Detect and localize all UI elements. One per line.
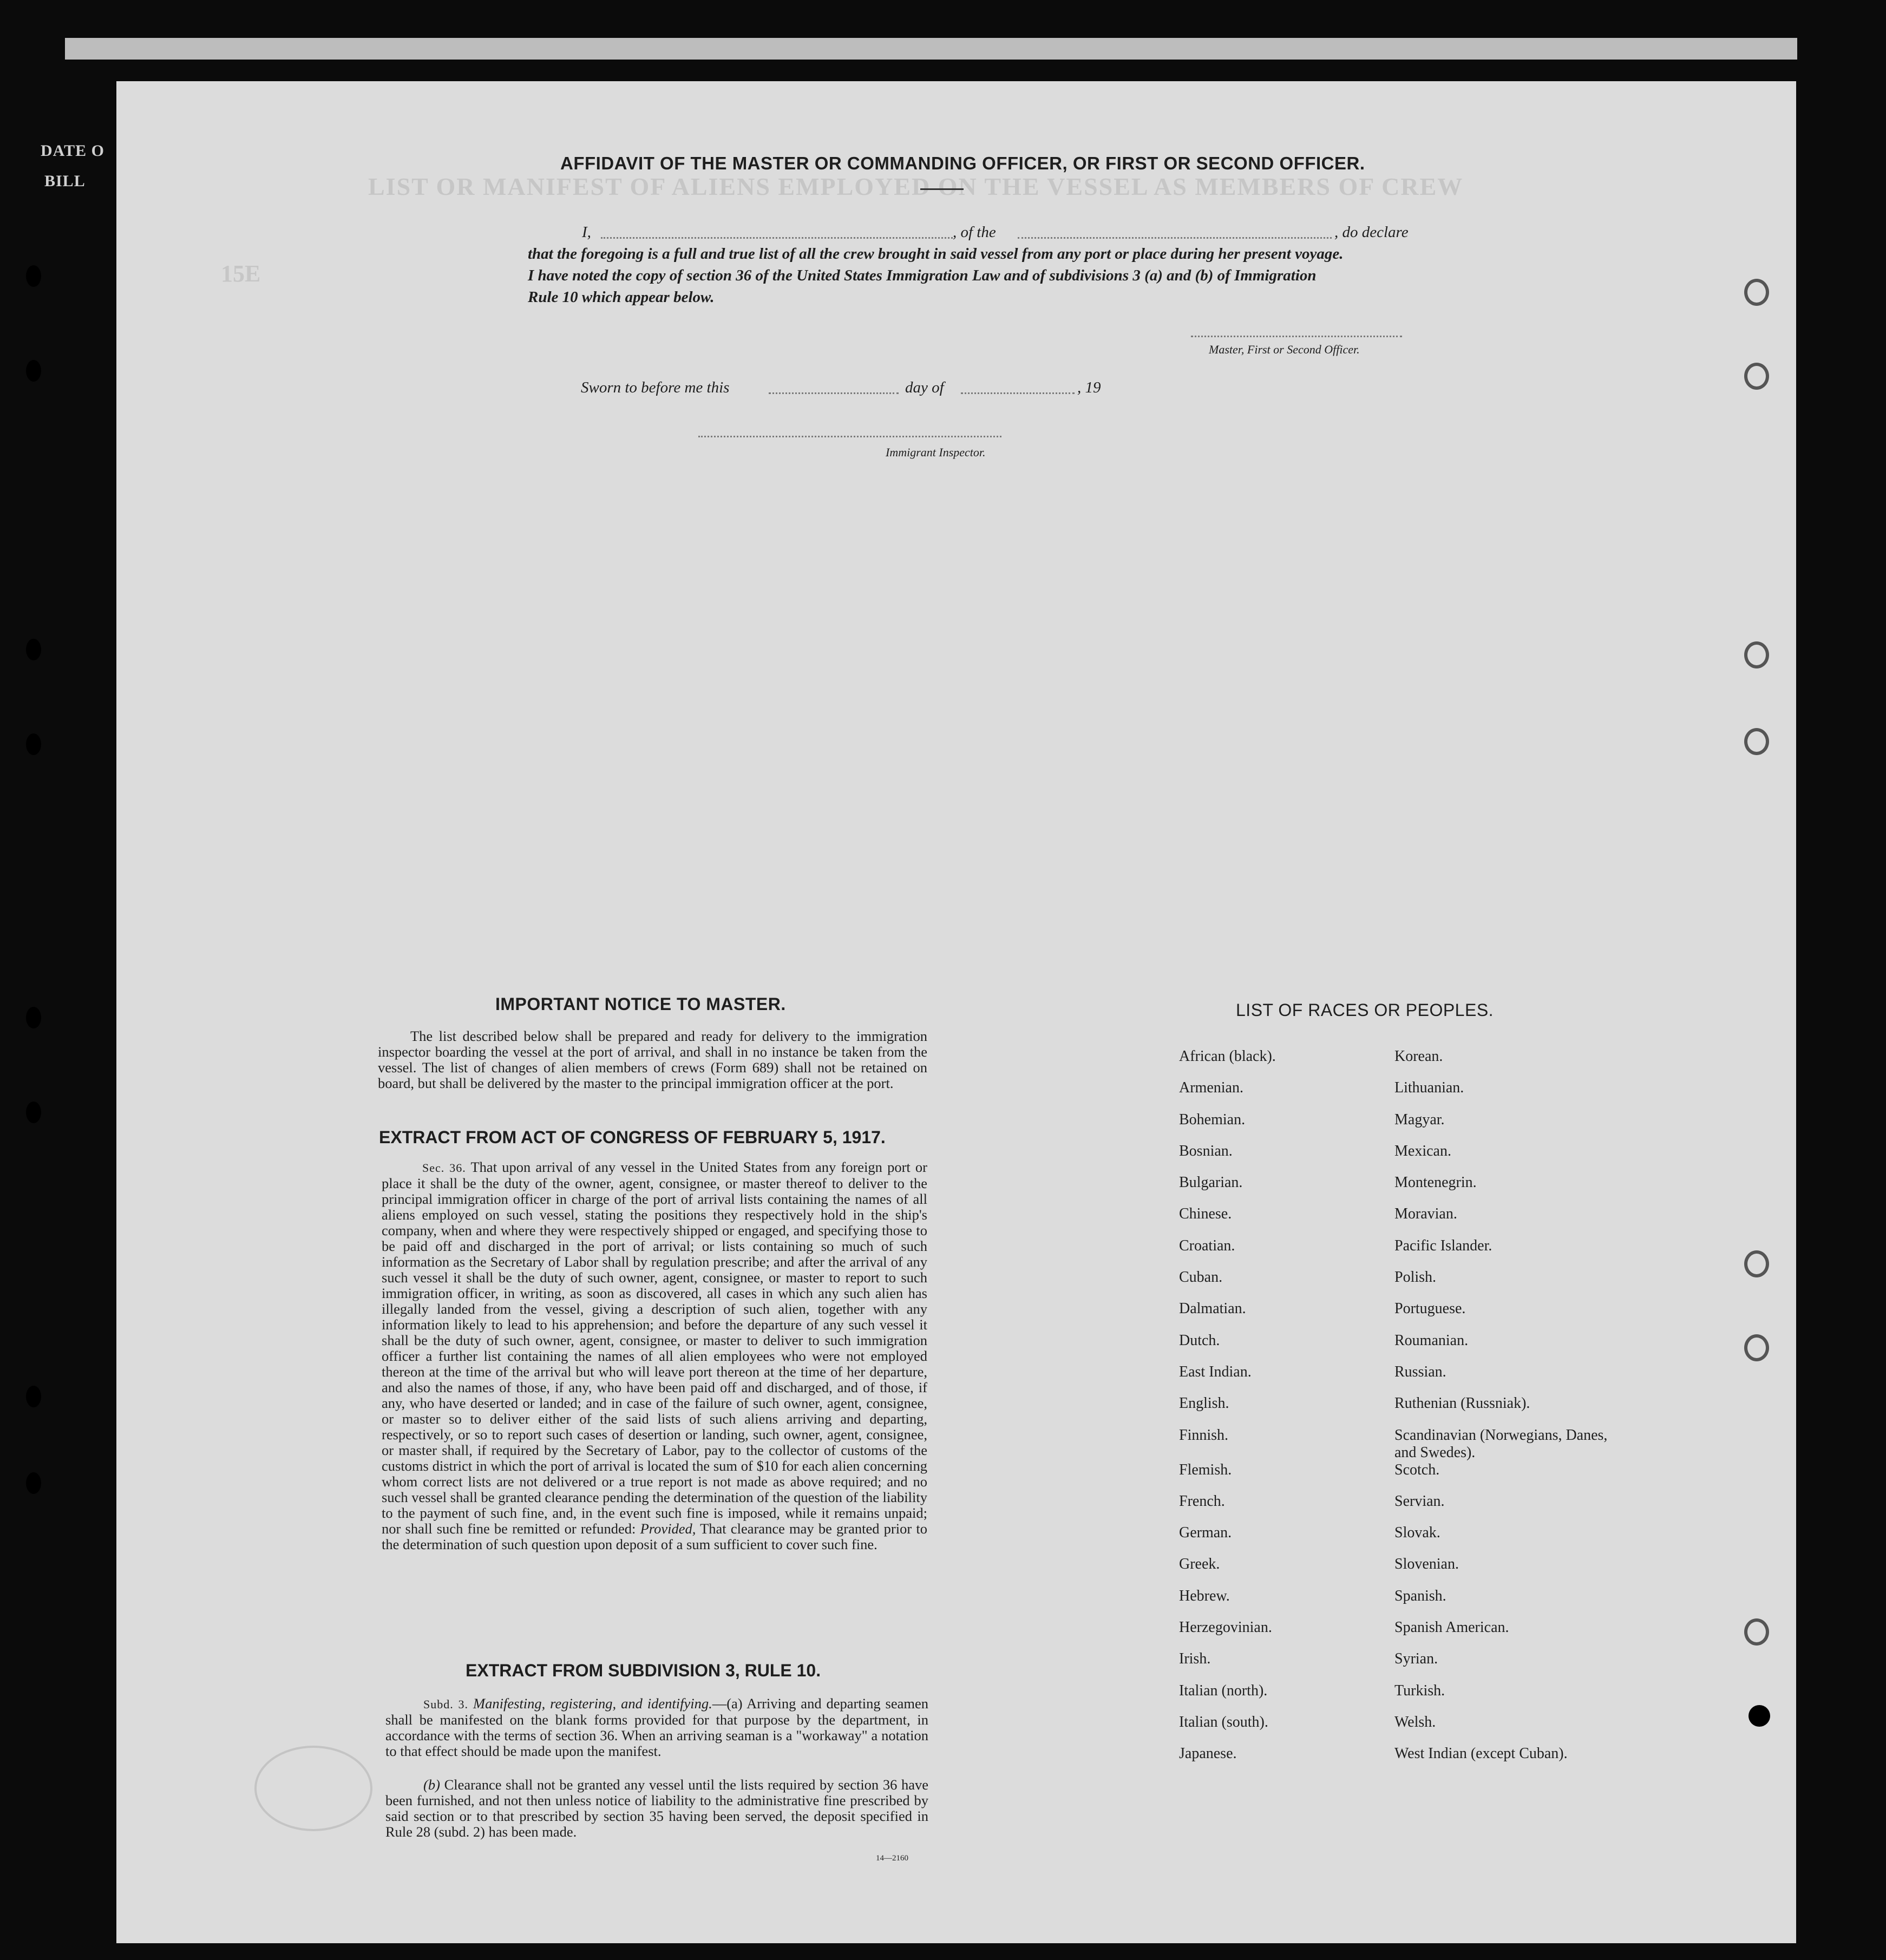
race-left: Armenian. (1179, 1079, 1243, 1097)
binding-hole (26, 1472, 41, 1494)
race-right: Ruthenian (Russniak). (1394, 1395, 1530, 1412)
race-left: Japanese. (1179, 1745, 1237, 1762)
race-row (1179, 1461, 1611, 1493)
extract-act-text (382, 1159, 927, 1552)
margin-fragment: DATE O (41, 142, 104, 160)
form-number: 14—2160 (876, 1854, 908, 1863)
race-row (1179, 1332, 1611, 1364)
race-row (1179, 1682, 1611, 1714)
section-label: Sec. 36. (422, 1161, 466, 1175)
race-row (1179, 1427, 1611, 1461)
race-row (1179, 1143, 1611, 1174)
race-row (1179, 1493, 1611, 1524)
rule-para-b (385, 1777, 928, 1840)
margin-fragment: BILL (44, 172, 86, 190)
affidavit-of-the: , of the (953, 224, 996, 241)
race-left: Greek. (1179, 1556, 1220, 1573)
races-table (1179, 1048, 1611, 1777)
race-right: Syrian. (1394, 1650, 1438, 1668)
section-text: That upon arrival of any vessel in the United States from any foreign port or place it shall be the duty of the owner, agent, consignee, or master thereof to deliver to the principal immigration officer in charge of the port of arrival lists containing the names of all aliens employed on such vessel, stating the positions they respectively hold in the ship's company, when and where they were respectively shipped or engaged, and specifying those to be paid off and discharged in the port of arrival; or lists containing so much of such information as the Secretary of Labor shall by regulation prescribe; and after the arrival of any such vessel it shall be the duty of such owner, agent, consignee, or master to report to such immigration officer, in writing, as soon as discovered, all cases in which any such alien has illegally landed from the vessel, giving a description of such alien, together with any information likely to lead to his apprehension; and before the departure of any such vessel it shall be the duty of such owner, agent, consignee, or master to deliver to such immigration officer a further list containing the names of all alien employees who were not employed thereon at the time of the arrival but who will leave port thereon at the time of her departure, and also the names of those, if any, who have been paid off and discharged, and of those, if any, who have deserted or landed; and in case of the failure of such owner, agent, consignee, or master so to deliver either of the said lists of such aliens arriving and departing, respectively, or so to report such cases of desertion or landing, such owner, agent, consignee, or master shall, if required by the Secretary of Labor, pay to the collector of customs of the customs district in which the port of arrival is located the sum of $10 for each alien concerning whom correct lists are not delivered or a true report is not made as above required; and no such vessel shall be granted clearance pending the determination of the question of the liability to the payment of such fine, and, in the event such fine is imposed, while it remains unpaid; nor shall such fine be remitted or refunded: (382, 1159, 928, 1537)
punch-hole (1744, 1334, 1769, 1361)
race-right: Korean. (1394, 1048, 1443, 1065)
notice-text: The list described below shall be prepared and ready for delivery to the immigration inspector boarding the vessel at the port of arrival, and shall in no instance be taken from the vessel. The list of changes of alien members of crews (Form 689) shall not be retained on board, but shall be delivered by the master to the principal immigration officer at the port. (378, 1028, 927, 1091)
race-right: Spanish. (1394, 1587, 1446, 1604)
race-row (1179, 1619, 1611, 1650)
race-right: West Indian (except Cuban). (1394, 1745, 1568, 1762)
binding-hole (26, 733, 41, 755)
extract-act-title: EXTRACT FROM ACT OF CONGRESS OF FEBRUARY 5, 1917. (379, 1128, 886, 1147)
affidavit-statement: Rule 10 which appear below. (528, 289, 715, 306)
race-right: Russian. (1394, 1363, 1446, 1380)
para-b-label: (b) (423, 1777, 440, 1793)
race-left: French. (1179, 1492, 1225, 1510)
race-row (1179, 1556, 1611, 1587)
binding-hole (26, 1007, 41, 1028)
races-title: LIST OF RACES OR PEOPLES. (1236, 1000, 1494, 1020)
punch-hole (1744, 279, 1769, 306)
race-left: Cuban. (1179, 1269, 1223, 1286)
race-left: English. (1179, 1395, 1229, 1412)
race-row (1179, 1745, 1611, 1777)
master-name-field[interactable] (601, 237, 953, 239)
binding-hole (26, 639, 41, 660)
vessel-name-field[interactable] (1018, 237, 1332, 239)
sworn-day-field[interactable] (769, 392, 899, 394)
race-right: Welsh. (1394, 1713, 1436, 1730)
race-row (1179, 1714, 1611, 1745)
race-left: Bulgarian. (1179, 1174, 1243, 1191)
race-left: Hebrew. (1179, 1587, 1230, 1604)
race-row (1179, 1205, 1611, 1237)
race-right: Slovenian. (1394, 1556, 1459, 1573)
punch-hole (1744, 363, 1769, 390)
affidavit-i-label: I, (582, 224, 591, 241)
subd-heading: Manifesting, registering, and identifying. (473, 1695, 712, 1712)
punch-hole (1744, 728, 1769, 755)
notice-title: IMPORTANT NOTICE TO MASTER. (495, 994, 786, 1014)
race-left: Herzegovinian. (1179, 1619, 1272, 1636)
race-row (1179, 1237, 1611, 1269)
bleed-through-page-number: 15E (221, 260, 261, 287)
race-right: Montenegrin. (1394, 1174, 1477, 1191)
race-right: Spanish American. (1394, 1619, 1509, 1636)
race-right: Lithuanian. (1394, 1079, 1464, 1097)
punch-hole (1744, 1250, 1769, 1277)
race-left: Chinese. (1179, 1205, 1232, 1223)
affidavit-statement: I have noted the copy of section 36 of the United States Immigration Law and of subdivisions 3 (a) and (b) of Immigration (528, 267, 1317, 284)
race-left: German. (1179, 1524, 1232, 1542)
race-left: African (black). (1179, 1048, 1276, 1065)
underlying-sheet-edge (65, 38, 1797, 60)
race-row (1179, 1269, 1611, 1300)
race-row (1179, 1048, 1611, 1079)
rule-para-a (385, 1696, 928, 1759)
sworn-label: Sworn to before me this (581, 379, 730, 396)
race-left: Bohemian. (1179, 1111, 1246, 1128)
title-rule (920, 188, 964, 190)
day-of-label: day of (905, 379, 944, 396)
race-right: Mexican. (1394, 1142, 1451, 1159)
race-left: Dutch. (1179, 1332, 1220, 1349)
subd-label: Subd. 3. (423, 1697, 469, 1711)
race-right: Moravian. (1394, 1205, 1457, 1223)
affidavit-do-declare: , do declare (1334, 224, 1409, 241)
race-left: Italian (north). (1179, 1682, 1268, 1699)
race-row (1179, 1524, 1611, 1556)
punch-hole (1749, 1705, 1770, 1727)
race-right: Turkish. (1394, 1682, 1445, 1699)
race-left: Italian (south). (1179, 1713, 1268, 1730)
punch-hole (1744, 1618, 1769, 1646)
sworn-month-field[interactable] (961, 392, 1075, 394)
race-right: Slovak. (1394, 1524, 1440, 1542)
affidavit-statement: that the foregoing is a full and true list of all the crew brought in said vessel from any port or place during her present voyage. (528, 245, 1344, 263)
race-row (1179, 1395, 1611, 1426)
binding-hole (26, 1386, 41, 1407)
race-right: Scotch. (1394, 1461, 1440, 1478)
master-signature-label: Master, First or Second Officer. (1209, 343, 1360, 356)
inspector-signature-field[interactable] (698, 436, 1001, 437)
race-row (1179, 1650, 1611, 1682)
bleed-through-header: LIST OR MANIFEST OF ALIENS EMPLOYED ON THE VESSEL AS MEMBERS OF CREW (368, 173, 1464, 200)
race-row (1179, 1174, 1611, 1205)
race-right: Pacific Islander. (1394, 1237, 1492, 1254)
provided-word: Provided, (640, 1520, 696, 1537)
year-prefix: , 19 (1077, 379, 1101, 396)
race-left: Finnish. (1179, 1426, 1229, 1444)
affidavit-title: AFFIDAVIT OF THE MASTER OR COMMANDING OFFICER, OR FIRST OR SECOND OFFICER. (560, 153, 1365, 173)
race-right: Roumanian. (1394, 1332, 1469, 1349)
faint-stamp (254, 1746, 372, 1831)
binding-hole (26, 265, 41, 287)
race-left: Bosnian. (1179, 1142, 1233, 1159)
race-right: Servian. (1394, 1492, 1445, 1510)
race-left: Irish. (1179, 1650, 1211, 1668)
race-right: Scandinavian (Norwegians, Danes, and Swedes). (1394, 1426, 1608, 1461)
para-b-text: Clearance shall not be granted any vessel until the lists required by section 36 have been furnished, and not then unless notice of liability to the administrative fine prescribed by said section or to that prescribed by section 35 having been served, the deposit specified in Rule 28 (subd. 2) has been made. (385, 1777, 928, 1840)
binding-hole (26, 360, 41, 382)
race-row (1179, 1111, 1611, 1143)
race-right: Polish. (1394, 1269, 1437, 1286)
race-row (1179, 1364, 1611, 1395)
race-row (1179, 1588, 1611, 1619)
race-right: Portuguese. (1394, 1300, 1466, 1317)
race-left: East Indian. (1179, 1363, 1252, 1380)
subd-para-a: —(a) Arriving and departing seamen shall be manifested on the blank forms provided for that purpose by the department, in accordance with the terms of section 36. When an arriving seaman is a "workaway" a notation to that effect should be made upon the manifest. (385, 1695, 928, 1759)
extract-rule-title: EXTRACT FROM SUBDIVISION 3, RULE 10. (466, 1661, 821, 1680)
race-row (1179, 1079, 1611, 1111)
race-left: Croatian. (1179, 1237, 1235, 1254)
race-left: Flemish. (1179, 1461, 1232, 1478)
race-right: Magyar. (1394, 1111, 1445, 1128)
master-signature-field[interactable] (1191, 336, 1402, 337)
binding-hole (26, 1102, 41, 1123)
section-text-end: That clearance may be granted prior to the determination of such question upon deposit of a sum sufficient to cover such fine. (382, 1520, 927, 1552)
punch-hole (1744, 641, 1769, 668)
race-row (1179, 1300, 1611, 1332)
inspector-label: Immigrant Inspector. (886, 445, 986, 459)
race-left: Dalmatian. (1179, 1300, 1246, 1317)
